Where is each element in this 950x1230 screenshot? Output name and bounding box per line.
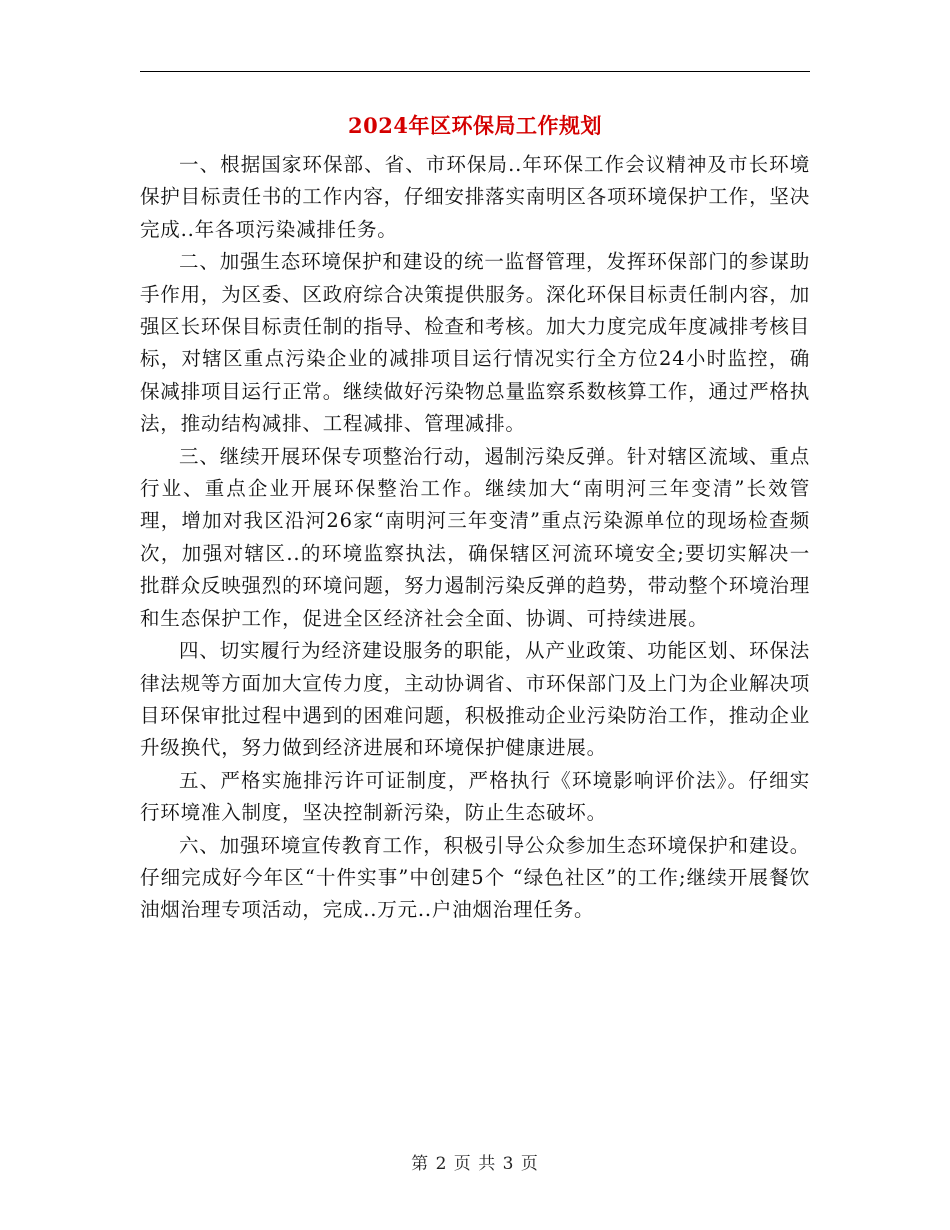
paragraph-5: 五、严格实施排污许可证制度，严格执行《环境影响评价法》。仔细实行环境准入制度，坚决控制新污染，防止生态破坏。 <box>140 768 810 825</box>
document-body <box>140 149 810 927</box>
paragraph-2: 二、加强生态环境保护和建设的统一监督管理，发挥环保部门的参谋助手作用，为区委、区政府综合决策提供服务。深化环保目标责任制内容，加强区长环保目标责任制的指导、检查和考核。加大力度完成年度减排考核目标，对辖区重点污染企业的减排项目运行情况实行全方位24小时监控，确保减排项目运行正常。继续做好污染物总量监察系数核算工作，通过严格执法，推动结构减排、工程减排、管理减排。 <box>140 250 810 436</box>
page-number-footer: 第 2 页 共 3 页 <box>411 1154 539 1174</box>
paragraph-6: 六、加强环境宣传教育工作，积极引导公众参加生态环境保护和建设。仔细完成好今年区“十件实事”中创建5个 “绿色社区”的工作;继续开展餐饮油烟治理专项活动，完成..万元..户油烟治理任务。 <box>140 833 810 922</box>
document-title: 2024年区环保局工作规划 <box>348 113 602 138</box>
paragraph-4: 四、切实履行为经济建设服务的职能，从产业政策、功能区划、环保法律法规等方面加大宣传力度，主动协调省、市环保部门及上门为企业解决项目环保审批过程中遇到的困难问题，积极推动企业污染防治工作，推动企业升级换代，努力做到经济进展和环境保护健康进展。 <box>140 639 810 760</box>
paragraph-1: 一、根据国家环保部、省、市环保局..年环保工作会议精神及市长环境保护目标责任书的工作内容，仔细安排落实南明区各项环境保护工作，坚决完成..年各项污染减排任务。 <box>140 153 810 241</box>
header-rule <box>140 71 810 72</box>
paragraph-3: 三、继续开展环保专项整治行动，遏制污染反弹。针对辖区流域、重点行业、重点企业开展环保整治工作。继续加大“南明河三年变清”长效管理，增加对我区沿河26家“南明河三年变清”重点污染源单位的现场检查频次，加强对辖区..的环境监察执法，确保辖区河流环境安全;要切实解决一批群众反映强烈的环境问题，努力遏制污染反弹的趋势，带动整个环境治理和生态保护工作，促进全区经济社会全面、协调、可持续进展。 <box>140 444 810 630</box>
